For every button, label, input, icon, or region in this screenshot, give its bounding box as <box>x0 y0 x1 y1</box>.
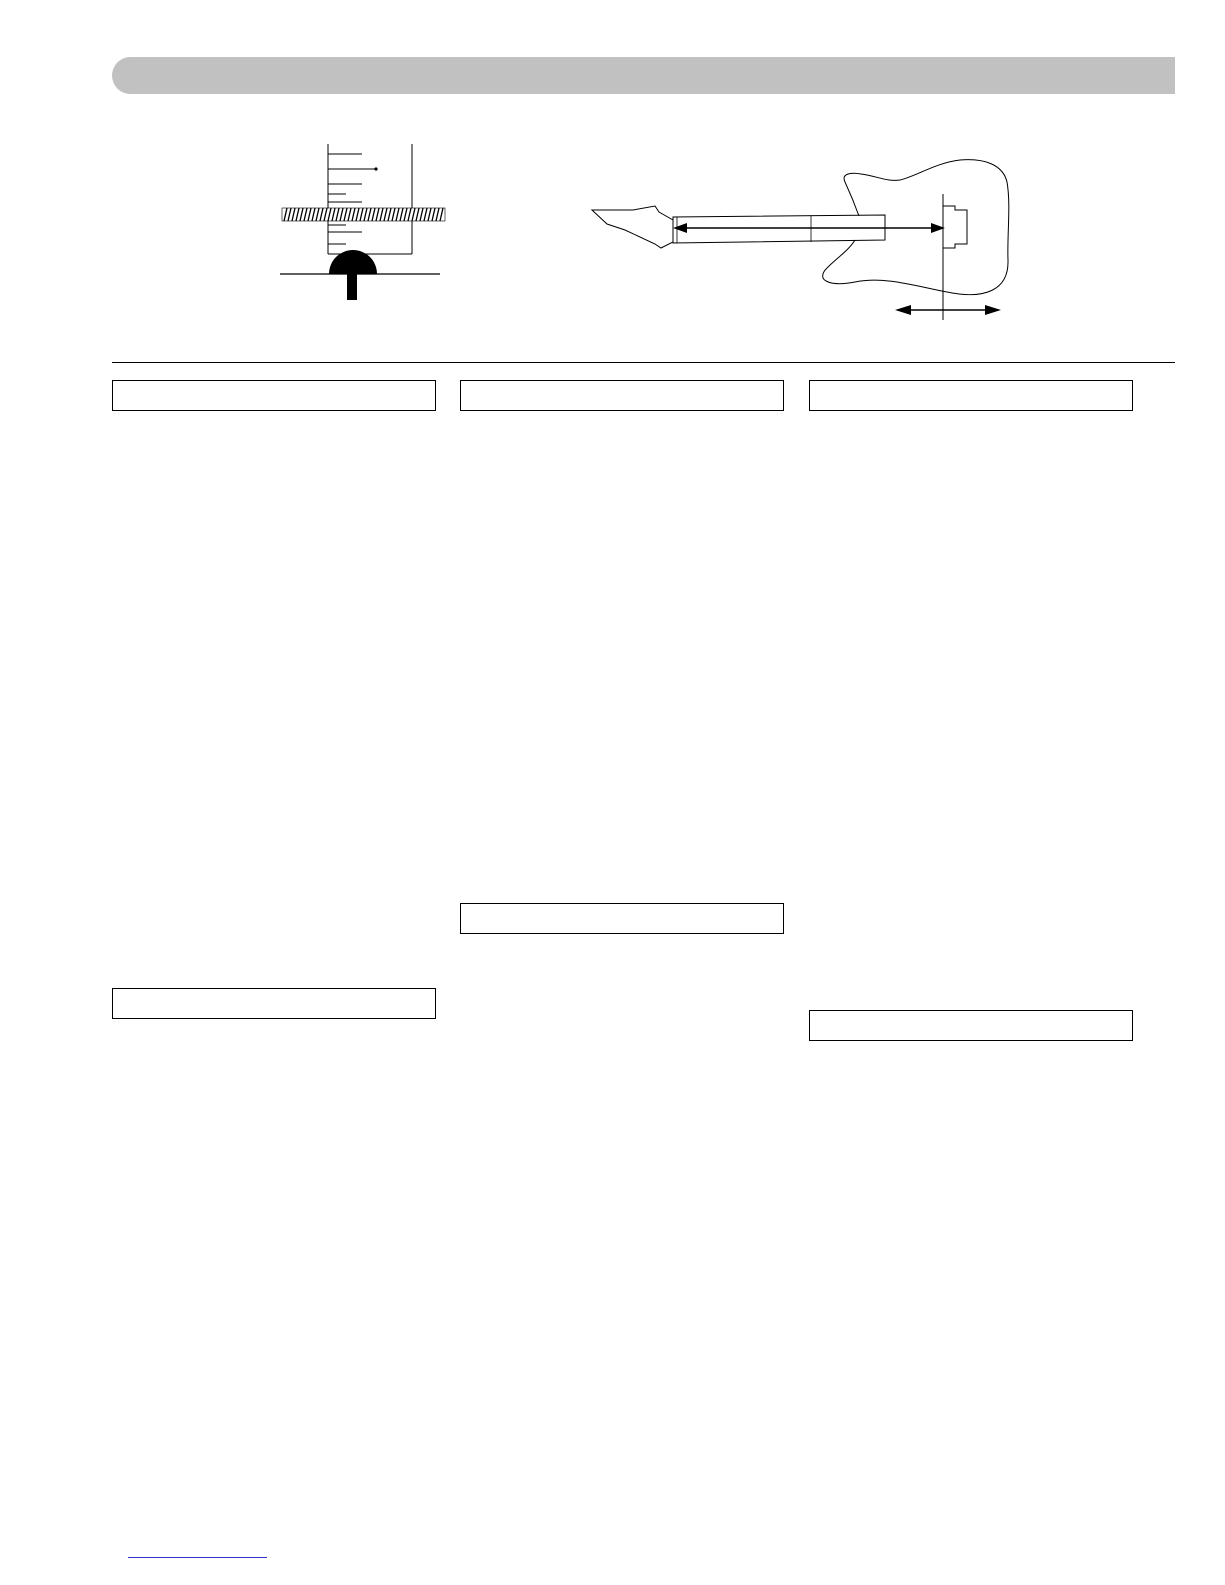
section-heading-box <box>460 903 784 934</box>
section-divider <box>112 362 1175 363</box>
string-height-illustration <box>270 132 460 312</box>
guitar-scale-length-illustration <box>585 150 1025 330</box>
section-heading-box <box>809 380 1133 411</box>
section-heading-box <box>112 988 436 1019</box>
header-bar <box>112 57 1175 94</box>
section-heading-box <box>809 1010 1133 1041</box>
footer-rule <box>128 1557 267 1558</box>
section-heading-box <box>112 380 436 411</box>
section-heading-box <box>460 380 784 411</box>
